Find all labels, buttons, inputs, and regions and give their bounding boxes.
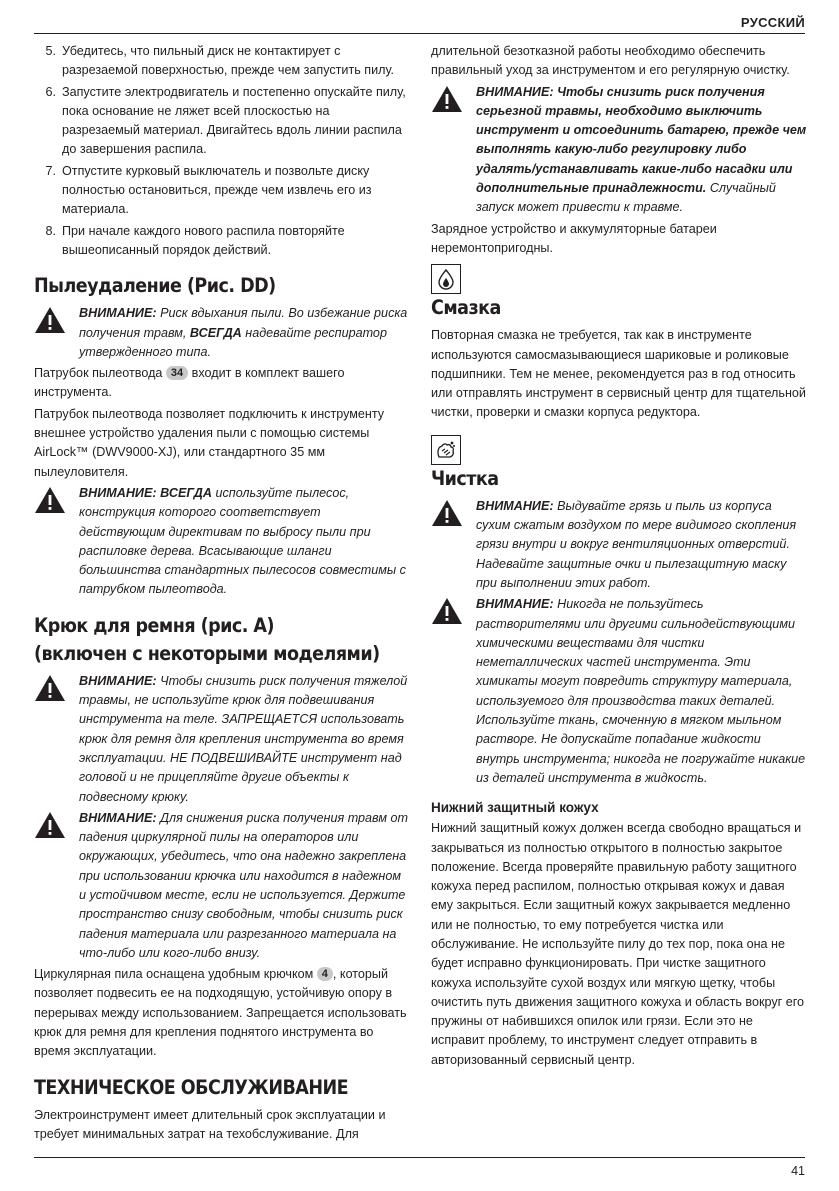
- dust-warning-2: ВНИМАНИЕ: ВСЕГДА используйте пылесос, конструкция которого соответствует действующим директивам по выбросу пыли при распиловке дерева. Всасывающие шланги большинства стандартных пылесосов совместимы с патрубком пылеотвода.: [34, 484, 410, 600]
- charger-paragraph: Зарядное устройство и аккумуляторные батареи неремонтопригодны.: [431, 221, 717, 255]
- lubrication-heading: Смазка: [431, 296, 501, 320]
- left-column: [34, 42, 410, 1146]
- lower-guard-heading: Нижний защитный кожух: [431, 800, 599, 816]
- language-label: РУССКИЙ: [740, 15, 805, 30]
- maintenance-paragraph: Электроинструмент имеет длительный срок эксплуатации и требует минимальных затрат на техобслуживание. Для: [34, 1107, 386, 1141]
- cleaning-warning-1: ВНИМАНИЕ: Выдувайте грязь и пыль из корпуса сухим сжатым воздухом по мере видимого скопления грязи внутри и вокруг вентиляционных отверстий. Надевайте защитные очки и пылезащитную маску при выполнении этих работ.: [431, 497, 807, 593]
- cleaning-heading: Чистка: [431, 466, 499, 490]
- hook-warning-2: ВНИМАНИЕ: Для снижения риска получения травм от падения циркулярной пилы на операторов или окружающих, убедитесь, что она надежно закреплена при использовании крючка или находится в надежном и устойчивом месте, если не используется. Держите пространство снизу свободным, чтобы снизить риск падения материала или разрезанного материала на что-либо или кого-либо внизу.: [34, 809, 410, 963]
- dust-extraction-heading: Пылеудаление (Рис. DD): [34, 274, 276, 298]
- right-column: [431, 42, 807, 1072]
- callout-badge: 4: [317, 967, 333, 981]
- warning-triangle-icon: [34, 672, 79, 807]
- cleaning-hand-icon: [431, 435, 461, 465]
- lower-guard-paragraph: Нижний защитный кожух должен всегда свободно вращаться и закрываться из полностью открытого в полностью закрытое положение. Всегда проверяйте правильную работу защитного кожуха перед распилом, полностью открывая кожух и давая ему закрыться. Если защитный кожух закрывается медленно или не полностью, то ему потребуется чистка или обслуживание. Не используйте пилу до тех пор, пока она не будет исправно функционировать. При чистке защитного кожуха используйте сухой воздух или мягкую щетку, чтобы очистить путь движения защитного кожуха и область вокруг его пружины от набившихся опилок или грязи. Если это не исправит проблему, то инструмент следует отправить в авторизованный сервисный центр.: [431, 821, 805, 1067]
- warning-triangle-icon: [34, 304, 79, 362]
- cleaning-warning-2: ВНИМАНИЕ: Никогда не пользуйтесь растворителями или другими сильнодействующими химическими веществами для чистки неметаллических частей инструмента. Эти химикаты могут повредить структуру материала, используемого для производства таких деталей. Используйте ткань, смоченную в мягком мыльном растворе. Не допускайте попадание жидкости внутрь инструмента; никогда не погружайте никакие из деталей инструмента в жидкость.: [431, 595, 807, 788]
- warning-triangle-icon: [431, 595, 476, 788]
- callout-badge: 34: [166, 366, 188, 380]
- warning-triangle-icon: [431, 83, 476, 218]
- footer-divider: [34, 1157, 805, 1158]
- dust-system-paragraph: Патрубок пылеотвода позволяет подключить к инструменту внешнее устройство удаления пыли с помощью системы AirLock™ (DWV9000-XJ), или стандартного 35 мм пылеуловителя.: [34, 406, 385, 479]
- hook-paragraph: Циркулярная пила оснащена удобным крючком 4 , который позволяет подвесить ее на подходящую, устойчивую опору в перерывах между использованием. Запрещается использовать крюк для ремня для крепления поднятого инструмента во время эксплуатации.: [34, 967, 407, 1059]
- header-divider: [34, 33, 805, 34]
- warning-triangle-icon: [34, 484, 79, 600]
- list-item: 7. Отпустите курковый выключатель и позвольте диску полностью остановиться, прежде чем извлечь его из материала.: [45, 163, 372, 217]
- list-item: 6. Запустите электродвигатель и постепенно опускайте пилу, пока основание не ляжет всей плоскостью на разрезаемый материал. Двигайтесь вдоль линии распила до завершения распила.: [45, 84, 406, 157]
- list-item: 5. Убедитесь, что пильный диск не контактирует с разрезаемой поверхностью, прежде чем запустить пилу.: [45, 44, 395, 78]
- steps-list: [34, 42, 410, 260]
- warning-triangle-icon: [34, 809, 79, 963]
- maintenance-continued-paragraph: длительной безотказной работы необходимо обеспечить правильный уход за инструментом и его регулярную очистку.: [431, 44, 790, 78]
- oil-drop-icon: [431, 264, 461, 294]
- dust-port-paragraph: Патрубок пылеотвода 34 входит в комплект вашего инструмента.: [34, 366, 345, 400]
- belt-hook-subheading: (включен с некоторыми моделями): [34, 641, 380, 665]
- hook-warning-1: ВНИМАНИЕ: Чтобы снизить риск получения тяжелой травмы, не используйте крюк для подвешивания инструмента на теле. ЗАПРЕЩАЕТСЯ использовать крюк для ремня для крепления инструмента во время эксплуатации. НЕ ПОДВЕШИВАЙТЕ инструмент над головой и не прицепляйте другие объекты к подвесному крюку.: [34, 672, 410, 807]
- belt-hook-heading: Крюк для ремня (рис. A): [34, 613, 274, 637]
- list-item: 8. При начале каждого нового распила повторяйте вышеописанный порядок действий.: [45, 223, 345, 257]
- maintenance-warning: ВНИМАНИЕ: Чтобы снизить риск получения серьезной травмы, необходимо выключить инструмент и отсоединить батарею, прежде чем выполнять какую-либо регулировку либо удалять/устанавливать какие-либо насадки или дополнительные принадлежности. Случайный запуск может привести к травме.: [431, 83, 807, 218]
- lubrication-paragraph: Повторная смазка не требуется, так как в инструменте используются самосмазывающиеся шариковые и роликовые подшипники. Тем не менее, рекомендуется раз в год относить или отправлять инструмент в сервисный центр для тщательной чистки, проверки и смазки корпуса редуктора.: [431, 328, 806, 420]
- page-number: 41: [791, 1164, 805, 1178]
- dust-warning-1: ВНИМАНИЕ: Риск вдыхания пыли. Во избежание риска получения травм, ВСЕГДА надевайте респиратор утвержденного типа.: [34, 304, 410, 362]
- maintenance-heading: ТЕХНИЧЕСКОЕ ОБСЛУЖИВАНИЕ: [34, 1075, 349, 1099]
- warning-triangle-icon: [431, 497, 476, 593]
